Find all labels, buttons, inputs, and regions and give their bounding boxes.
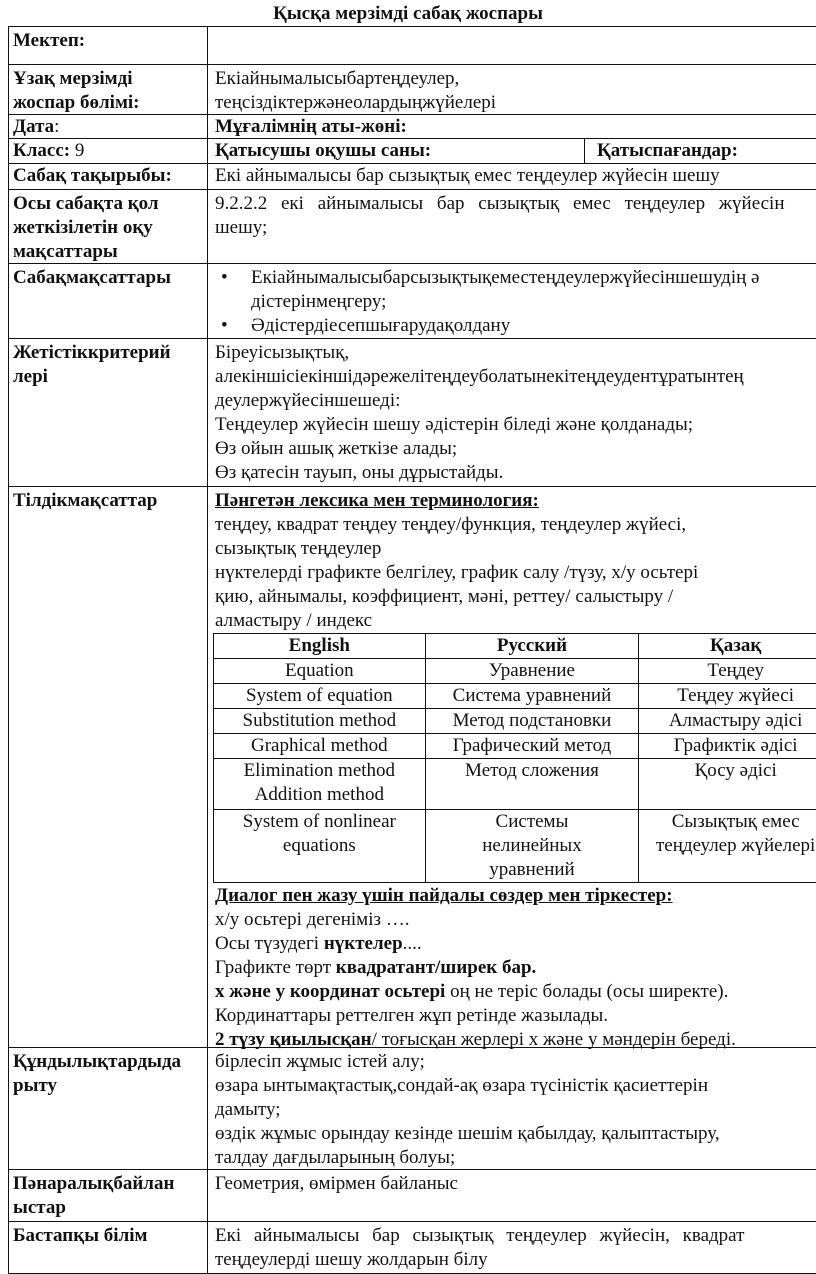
school-value (208, 27, 816, 64)
row-language (8, 487, 816, 1048)
dialog-line: Графикте төрт квадратант/ширек бар. (215, 957, 537, 978)
row-class (8, 139, 816, 164)
cell-kazakh: Теңдеу (639, 659, 816, 684)
table-row (214, 709, 816, 734)
lesson-goal-item: • Екіайнымалысыбарсызықтықеместеңдеулержүйесіншешудің ә дістерінмеңгеру; (215, 266, 816, 314)
table-row (214, 659, 816, 684)
row-date (8, 115, 816, 139)
absent-label: Қатыспағандар: (597, 140, 738, 161)
row-cross-curricular (8, 1170, 816, 1222)
cell-kazakh: Қосу әдісі (639, 759, 816, 810)
language-value: Пәнгетән лексика мен терминология: теңдеу, квадрат теңдеу теңдеу/функция, теңдеулер жүйесі, сызықтық теңдеулер нүктелерді графикте белгілеу, график салу /түзу, х/у осьтері қию, айнымалы, коэффициент, мәні, реттеу/ салыстыру / алмастыру / индекс English Русский Қазақ Equation Уравнение Теңдеу System of equation Система уравнений Теңдеу жүйесі Substitution method Метод подстановки Алмастыру әдісі Graphical method Графический метод Графиктік әдісі Elimination method Addition method Метод сложения Қосу әдісі System of nonlinear equations Системы нелинейных уравнений Сызықтық емес теңдеулер жүйелері Диалог пен жазу үшін пайдалы сөздер мен тіркестер: х/у осьтері дегеніміз …. Осы түзудегі нүктелер.... Графикте төрт квадратант/ширек бар. х және у координат осьтері оң не теріс болады (осы ширекте). Кординаттары реттелген жұп ретінде жазылады. 2 түзу қиылысқан/ тоғысқан жерлері х және у мәндерін береді. (208, 487, 816, 1047)
row-topic (8, 164, 816, 190)
vocabulary-header-row (214, 634, 816, 659)
topic-label: Сабақ тақырыбы: (9, 164, 208, 189)
terminology-heading: Пәнгетән лексика мен терминология: (215, 490, 539, 511)
column-header-english: English (214, 634, 426, 659)
lesson-goals-label: Сабақмақсаттары (9, 264, 208, 338)
objectives-label: Осы сабақта қол жеткізілетін оқу мақсаттары (9, 190, 208, 263)
objectives-value: 9.2.2.2 екі айнымалысы бар сызықтық емес теңдеулер жүйесін шешу; (215, 193, 785, 238)
cell-english: Substitution method (214, 709, 426, 734)
language-label: Тілдікмақсаттар (9, 487, 208, 1047)
values-label: Құндылықтардыда рыту (9, 1048, 208, 1169)
table-row (214, 684, 816, 709)
present-count-label: Қатысушы оқушы саны: (215, 140, 432, 161)
table-row (214, 759, 816, 810)
row-lesson-goals (8, 264, 816, 339)
class-label: Класс: 9 (9, 139, 208, 163)
long-term-label: Ұзақ мерзімді жоспар бөлімі: (9, 65, 208, 114)
column-header-russian: Русский (425, 634, 639, 659)
cell-english: Equation (214, 659, 426, 684)
row-long-term (8, 65, 816, 115)
criteria-label: Жетістіккритерий лері (9, 339, 208, 486)
cell-kazakh: Сызықтық емес теңдеулер жүйелері (639, 810, 816, 883)
cell-russian: Метод сложения (425, 759, 639, 810)
cell-kazakh: Алмастыру әдісі (639, 709, 816, 734)
cell-russian: Графический метод (425, 734, 639, 759)
dialog-line: х/у осьтері дегеніміз …. (215, 909, 410, 930)
cell-english: System of nonlinear equations (214, 810, 426, 883)
cell-kazakh: Теңдеу жүйесі (639, 684, 816, 709)
cell-english: Elimination method Addition method (214, 759, 426, 810)
dialog-line: х және у координат осьтері оң не теріс болады (осы ширекте). (215, 981, 729, 1002)
row-criteria (8, 339, 816, 487)
topic-value: Екі айнымалысы бар сызықтық емес теңдеулер жүйесін шешу (215, 165, 720, 186)
lesson-goals-list (208, 264, 816, 338)
cell-english: Graphical method (214, 734, 426, 759)
cross-curricular-value: Геометрия, өмірмен байланыс (215, 1173, 458, 1194)
cell-russian: Уравнение (425, 659, 639, 684)
criteria-value: Біреуісызықтық, алекіншісіекіншідәрежелітеңдеуболатынекітеңдеудентұратынтең деулержүйесіншешеді: Теңдеулер жүйесін шешу әдістерін біледі және қолданады; Өз ойын ашық жеткізе алады; Өз қатесін тауып, оны дұрыстайды. (215, 342, 744, 483)
long-term-value: Екіайнымалысыбартеңдеулер, теңсіздіктержәнеолардыңжүйелері (215, 68, 497, 113)
cell-russian: Системы нелинейных уравнений (425, 810, 639, 883)
date-label: Дата: (9, 115, 208, 138)
table-row (214, 810, 816, 883)
school-label: Мектеп: (9, 27, 208, 64)
row-school (8, 26, 816, 65)
page-title: Қысқа мерзімді сабақ жоспары (273, 3, 543, 24)
column-header-kazakh: Қазақ (639, 634, 816, 659)
vocabulary-table (213, 633, 816, 883)
cell-kazakh: Графиктік әдісі (639, 734, 816, 759)
row-values (8, 1048, 816, 1170)
lesson-goal-item: • Әдістердіесепшығарудақолдану (215, 314, 816, 338)
cell-russian: Система уравнений (425, 684, 639, 709)
cell-english: System of equation (214, 684, 426, 709)
class-split (584, 139, 585, 163)
prior-knowledge-value: Екі айнымалысы бар сызықтық теңдеулер жүйесін, квадрат теңдеулерді шешу жолдарын білу (215, 1225, 745, 1270)
teacher-label: Мұғалімнің аты-жөні: (215, 116, 407, 137)
cross-curricular-label: Пәнаралықбайлан ыстар (9, 1170, 208, 1221)
table-row (214, 734, 816, 759)
dialog-line: Кординаттары реттелген жұп ретінде жазылады. (215, 1005, 609, 1026)
values-value: бірлесіп жұмыс істей алу; өзара ынтымақтастық,сондай-ақ өзара түсіністік қасиеттерін дамыту; өздік жұмыс орындау кезінде шешім қабылдау, қалыптастыру, талдау дағдыларының болуы; (215, 1051, 720, 1168)
cell-russian: Метод подстановки (425, 709, 639, 734)
row-prior-knowledge (8, 1222, 816, 1274)
prior-knowledge-label: Бастапқы білім (9, 1222, 208, 1273)
dialog-heading: Диалог пен жазу үшін пайдалы сөздер мен тіркестер: (215, 885, 673, 906)
dialog-line: Осы түзудегі нүктелер.... (215, 933, 422, 954)
row-objectives (8, 190, 816, 264)
dialog-line: 2 түзу қиылысқан/ тоғысқан жерлері х және у мәндерін береді. (215, 1029, 736, 1050)
